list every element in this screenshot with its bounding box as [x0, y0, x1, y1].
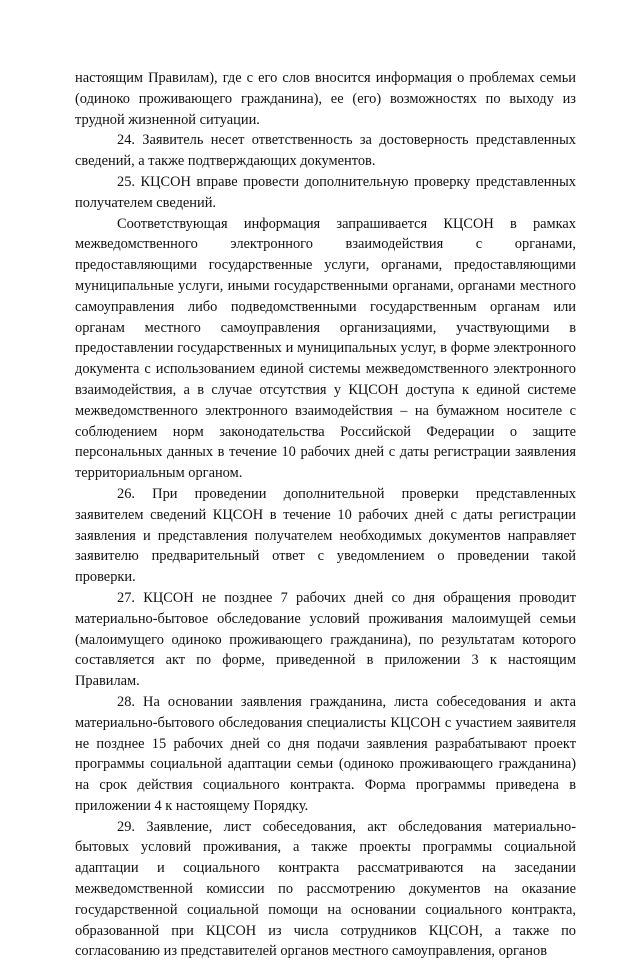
paragraph-26: 26. При проведении дополнительной проверки представленных заявителем сведений КЦСОН в течение 10 рабочих дней с даты регистрации заявления и представления получателем необходимых документов направляет заявителю предварительный ответ с уведомлением о проведении такой проверки.: [75, 485, 576, 586]
paragraph-25-details: Соответствующая информация запрашивается КЦСОН в рамках межведомственного электронного взаимодействия с органами, предоставляющими государственные услуги, органами, предоставляющими муниципальные услуги, иными государственными органами, органами местного самоуправления либо подведомственными государственным органам или органам местного самоуправления организациями, участвующими в предоставлении государственных и муниципальных услуг, в форме электронного документа с использованием единой системы межведомственного электронного взаимодействия, а в случае отсутствия у КЦСОН доступа к единой системе межведомственного электронного взаимодействия – на бумажном носителе с соблюдением норм законодательства Российской Федерации о защите персональных данных в течение 10 рабочих дней с даты регистрации заявления территориальным органом.: [75, 215, 576, 482]
paragraph-24: 24. Заявитель несет ответственность за достоверность представленных сведений, а также подтверждающих документов.: [75, 132, 576, 170]
paragraph-continuation: настоящим Правилам), где с его слов вносится информация о проблемах семьи (одиноко проживающего гражданина), ее (его) возможностях по выходу из трудной жизненной ситуации.: [75, 70, 576, 128]
paragraph-29: 29. Заявление, лист собеседования, акт обследования материально-бытовых условий проживания, а также проекты программы социальной адаптации и социального контракта рассматриваются на заседании межведомственной комиссии по рассмотрению документов на оказание государственной социальной помощи на основании социального контракта, образованной при КЦСОН из числа сотрудников КЦСОН, а также по согласованию из представителей органов местного самоуправления, органов: [75, 818, 576, 960]
paragraph-27: 27. КЦСОН не позднее 7 рабочих дней со дня обращения проводит материально-бытовое обследование условий проживания малоимущей семьи (малоимущего одиноко проживающего гражданина), по результатам которого составляется акт по форме, приведенной в приложении 3 к настоящим Правилам.: [75, 589, 576, 690]
paragraph-25: 25. КЦСОН вправе провести дополнительную проверку представленных получателем сведений.: [75, 173, 576, 211]
paragraph-28: 28. На основании заявления гражданина, листа собеседования и акта материально-бытового обследования специалисты КЦСОН с участием заявителя не позднее 15 рабочих дней со дня подачи заявления разрабатывают проект программы социальной адаптации семьи (одиноко проживающего гражданина) на срок действия социального контракта. Форма программы приведена в приложении 4 к настоящему Порядку.: [75, 693, 576, 814]
document-body: [75, 68, 576, 962]
